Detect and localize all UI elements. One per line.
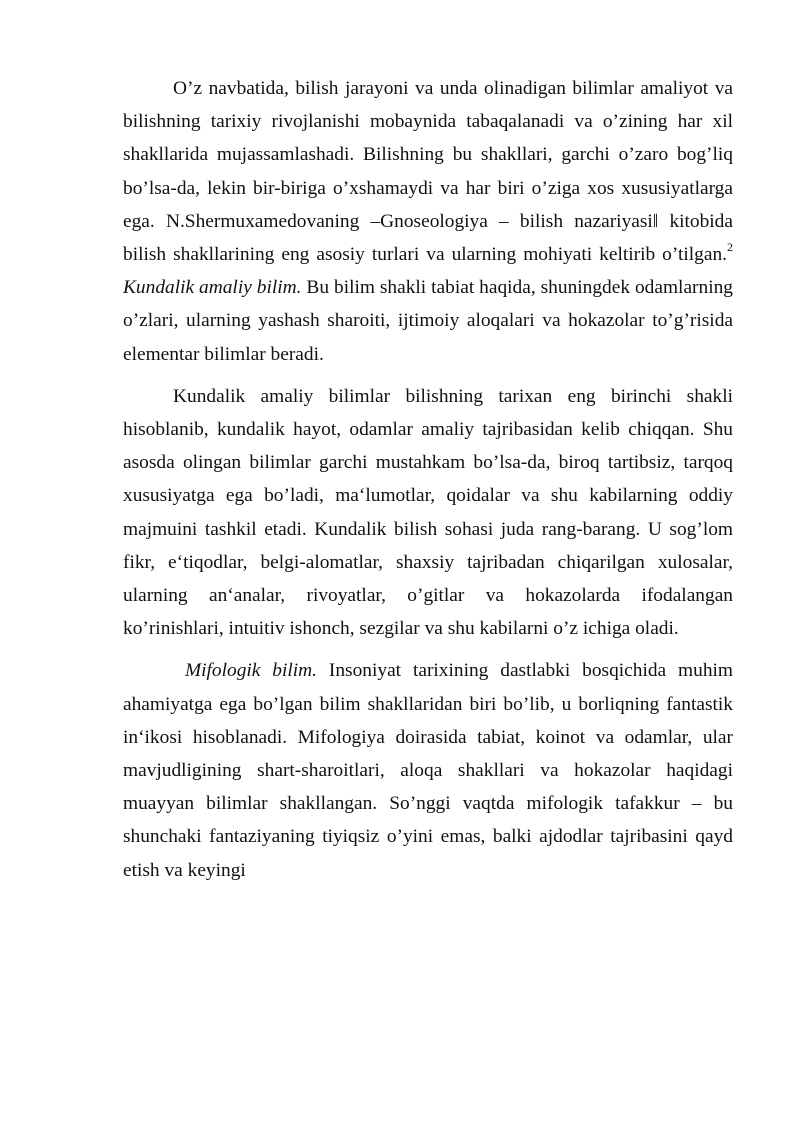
paragraph-text: Insoniyat tarixining dastlabki bosqichida muhim ahamiyatga ega bo’lgan bilim shakllaridan biri bo’lib, u borliqning fantastik in‘ikosi hisoblanadi. Mifologiya doirasida tabiat, koinot va odamlar, ular mavjudligining shart-sharoitlari, aloqa shakllari va hokazolar haqidagi muayyan bilimlar shakllangan. So’nggi vaqtda mifologik tafakkur – bu shunchaki fantaziyaning tiyiqsiz o’yini emas, balki ajdodlar tajribasini qayd etish va keyingi (123, 660, 733, 881)
paragraph-text: Kundalik amaliy bilimlar bilishning tarixan eng birinchi shakli hisoblanib, kundalik hayot, odamlar amaliy tajribasidan kelib chiqqan. Shu asosda olingan bilimlar garchi mustahkam bo’lsa-da, biroq tartibsiz, tarqoq xususiyatga ega bo’ladi, ma‘lumotlar, qoidalar va shu kabilarning oddiy majmuini tashkil etadi. Kundalik bilish sohasi juda rang-barang. U sog’lom fikr, e‘tiqodlar, belgi-alomatlar, shaxsiy tajribadan chiqarilgan xulosalar, ularning an‘analar, rivoyatlar, o’gitlar va hokazolarda ifodalangan ko’rinishlari, intuitiv ishonch, sezgilar va shu kabilarni o’z ichiga oladi. (123, 385, 733, 640)
paragraph-text: Bu bilim shakli tabiat haqida, shuningdek odamlarning o’zlari, ularning yashash sharoiti, ijtimoiy aloqalari va hokazolar to’g’risida elementar bilimlar beradi. (123, 277, 733, 365)
document-page (123, 72, 733, 887)
paragraph-everyday-knowledge (123, 380, 733, 646)
paragraph-text: O’z navbatida, bilish jarayoni va unda olinadigan bilimlar amaliyot va bilishning tarixiy rivojlanishi mobaynida tabaqalanadi va o’zining har xil shakllarida mujassamlashadi. Bilishning bu shakllari, garchi o’zaro bog’liq bo’lsa-da, lekin bir-biriga o’xshamaydi va har biri o’ziga xos xususiyatlarga ega. N.Shermuxamedovaning –Gnoseologiya – bilish nazariyasi‖ kitobida bilish shakllarining eng asosiy turlari va ularning mohiyati keltirib o’tilgan. (123, 78, 733, 266)
paragraph-knowledge-forms (123, 72, 733, 371)
term-mythological-knowledge: Mifologik bilim. (185, 660, 317, 682)
term-everyday-knowledge: Kundalik amaliy bilim. (123, 277, 302, 299)
paragraph-mythological-knowledge (123, 654, 733, 886)
footnote-reference: 2 (727, 239, 733, 254)
